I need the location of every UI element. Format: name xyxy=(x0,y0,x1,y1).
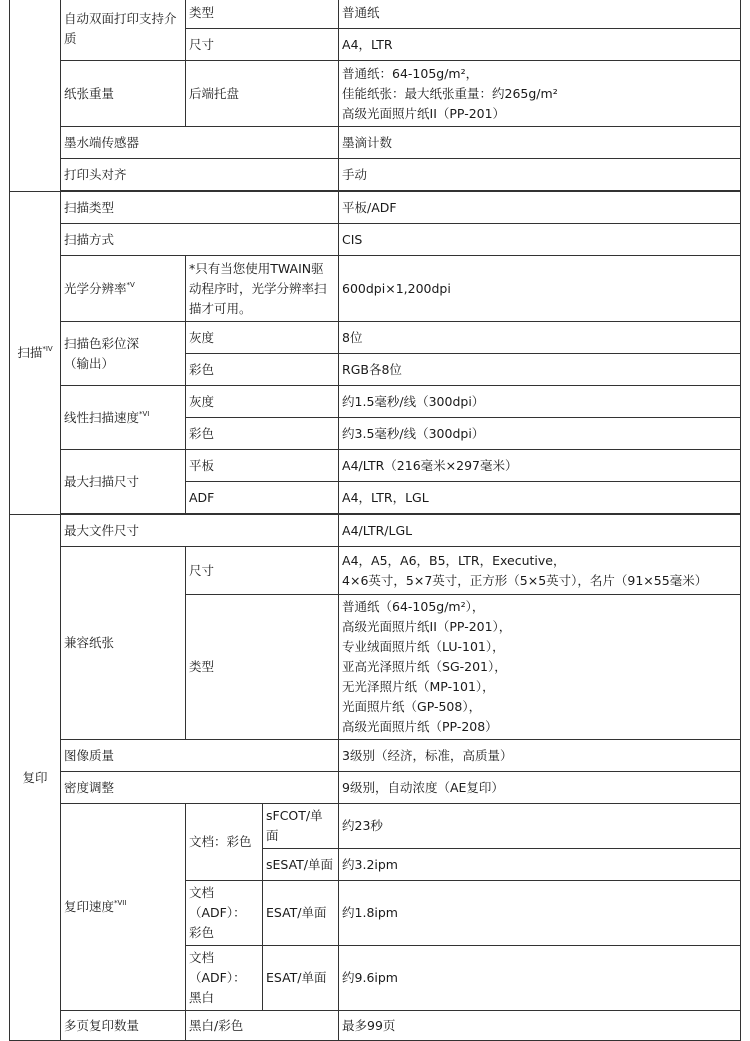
line-speed-label: 线性扫描速度 xyxy=(64,409,140,425)
max-doc-value: A4/LTR/LGL xyxy=(339,515,741,547)
resolution-value: 600dpi×1,200dpi xyxy=(339,256,741,322)
auto-duplex-type-label: 类型 xyxy=(186,0,339,29)
line-speed-label-cell xyxy=(61,386,186,450)
multi-copy-value: 最多99页 xyxy=(339,1011,741,1041)
paper-weight-value: 普通纸：64-105g/m²， 佳能纸张：最大纸张重量：约265g/m² 高级光面照片纸II（PP-201） xyxy=(339,61,741,127)
color-depth-gray-label: 灰度 xyxy=(186,322,339,354)
auto-duplex-size-value: A4，LTR xyxy=(339,29,741,61)
adf-color-label: 文档 （ADF）： 彩色 xyxy=(186,881,263,946)
category-scan-sup: *IV xyxy=(42,345,53,353)
quality-value: 3级别（经济，标准，高质量） xyxy=(339,740,741,772)
adf-bw-label: 文档 （ADF）： 黑白 xyxy=(186,946,263,1011)
sesat-label: sESAT/单面 xyxy=(263,849,339,881)
paper-type-value: 普通纸（64-105g/m²）， 高级光面照片纸II（PP-201）， 专业绒面照片纸（LU-101）， 亚高光泽照片纸（SG-201）， 无光泽照片纸（MP-101）， 光面照片纸（GP-508）， 高级光面照片纸（PP-208） xyxy=(339,595,741,740)
head-align-label: 打印头对齐 xyxy=(61,159,339,191)
max-scan-flatbed-value: A4/LTR（216毫米×297毫米） xyxy=(339,450,741,482)
esat-bw-value: 约9.6ipm xyxy=(339,946,741,1011)
esat-color-value: 约1.8ipm xyxy=(339,881,741,946)
esat-bw-label: ESAT/单面 xyxy=(263,946,339,1011)
resolution-sup: *V xyxy=(126,280,135,289)
category-scan xyxy=(10,192,61,515)
spec-table xyxy=(9,0,741,1041)
paper-weight-label: 纸张重量 xyxy=(61,61,186,127)
line-speed-color-label: 彩色 xyxy=(186,418,339,450)
paper-weight-sub: 后端托盘 xyxy=(186,61,339,127)
category-copy: 复印 xyxy=(10,515,61,1041)
density-value: 9级别，自动浓度（AE复印） xyxy=(339,772,741,804)
category-print-cell xyxy=(10,0,61,192)
auto-duplex-label: 自动双面打印支持介质 xyxy=(61,0,186,61)
max-scan-label: 最大扫描尺寸 xyxy=(61,450,186,514)
resolution-note: *只有当您使用TWAIN驱动程序时，光学分辨率扫描才可用。 xyxy=(186,256,339,322)
color-depth-gray-value: 8位 xyxy=(339,322,741,354)
max-doc-label: 最大文件尺寸 xyxy=(61,515,339,547)
max-scan-flatbed-label: 平板 xyxy=(186,450,339,482)
head-align-value: 手动 xyxy=(339,159,741,191)
sfcot-value: 约23秒 xyxy=(339,804,741,849)
paper-size-value: A4，A5，A6，B5，LTR，Executive， 4×6英寸，5×7英寸，正方形（5×5英寸），名片（91×55毫米） xyxy=(339,547,741,595)
color-depth-color-value: RGB各8位 xyxy=(339,354,741,386)
color-depth-label: 扫描色彩位深 （输出） xyxy=(61,322,186,386)
sfcot-label: sFCOT/单面 xyxy=(263,804,339,849)
esat-color-label: ESAT/单面 xyxy=(263,881,339,946)
sesat-value: 约3.2ipm xyxy=(339,849,741,881)
auto-duplex-type-value: 普通纸 xyxy=(339,0,741,29)
resolution-label-cell xyxy=(61,256,186,322)
max-scan-adf-value: A4，LTR，LGL xyxy=(339,482,741,514)
copy-speed-label-cell xyxy=(61,804,186,1011)
max-scan-adf-label: ADF xyxy=(186,482,339,514)
scan-type-label: 扫描类型 xyxy=(61,192,339,224)
multi-copy-sub: 黑白/彩色 xyxy=(186,1011,339,1041)
paper-type-label: 类型 xyxy=(186,595,339,740)
color-depth-color-label: 彩色 xyxy=(186,354,339,386)
scan-method-label: 扫描方式 xyxy=(61,224,339,256)
scan-type-value: 平板/ADF xyxy=(339,192,741,224)
doc-color-label: 文档：彩色 xyxy=(186,804,263,881)
copy-speed-label: 复印速度 xyxy=(64,899,115,914)
category-scan-label: 扫描 xyxy=(17,345,43,360)
scan-method-value: CIS xyxy=(339,224,741,256)
paper-label: 兼容纸张 xyxy=(61,547,186,740)
ink-sensor-value: 墨滴计数 xyxy=(339,127,741,159)
line-speed-gray-label: 灰度 xyxy=(186,386,339,418)
resolution-label: 光学分辨率 xyxy=(64,280,127,296)
copy-speed-sup: *VII xyxy=(114,899,127,907)
auto-duplex-size-label: 尺寸 xyxy=(186,29,339,61)
line-speed-sup: *VI xyxy=(139,409,150,418)
line-speed-gray-value: 约1.5毫秒/线（300dpi） xyxy=(339,386,741,418)
ink-sensor-label: 墨水端传感器 xyxy=(61,127,339,159)
paper-size-label: 尺寸 xyxy=(186,547,339,595)
line-speed-color-value: 约3.5毫秒/线（300dpi） xyxy=(339,418,741,450)
density-label: 密度调整 xyxy=(61,772,339,804)
multi-copy-label: 多页复印数量 xyxy=(61,1011,186,1041)
quality-label: 图像质量 xyxy=(61,740,339,772)
